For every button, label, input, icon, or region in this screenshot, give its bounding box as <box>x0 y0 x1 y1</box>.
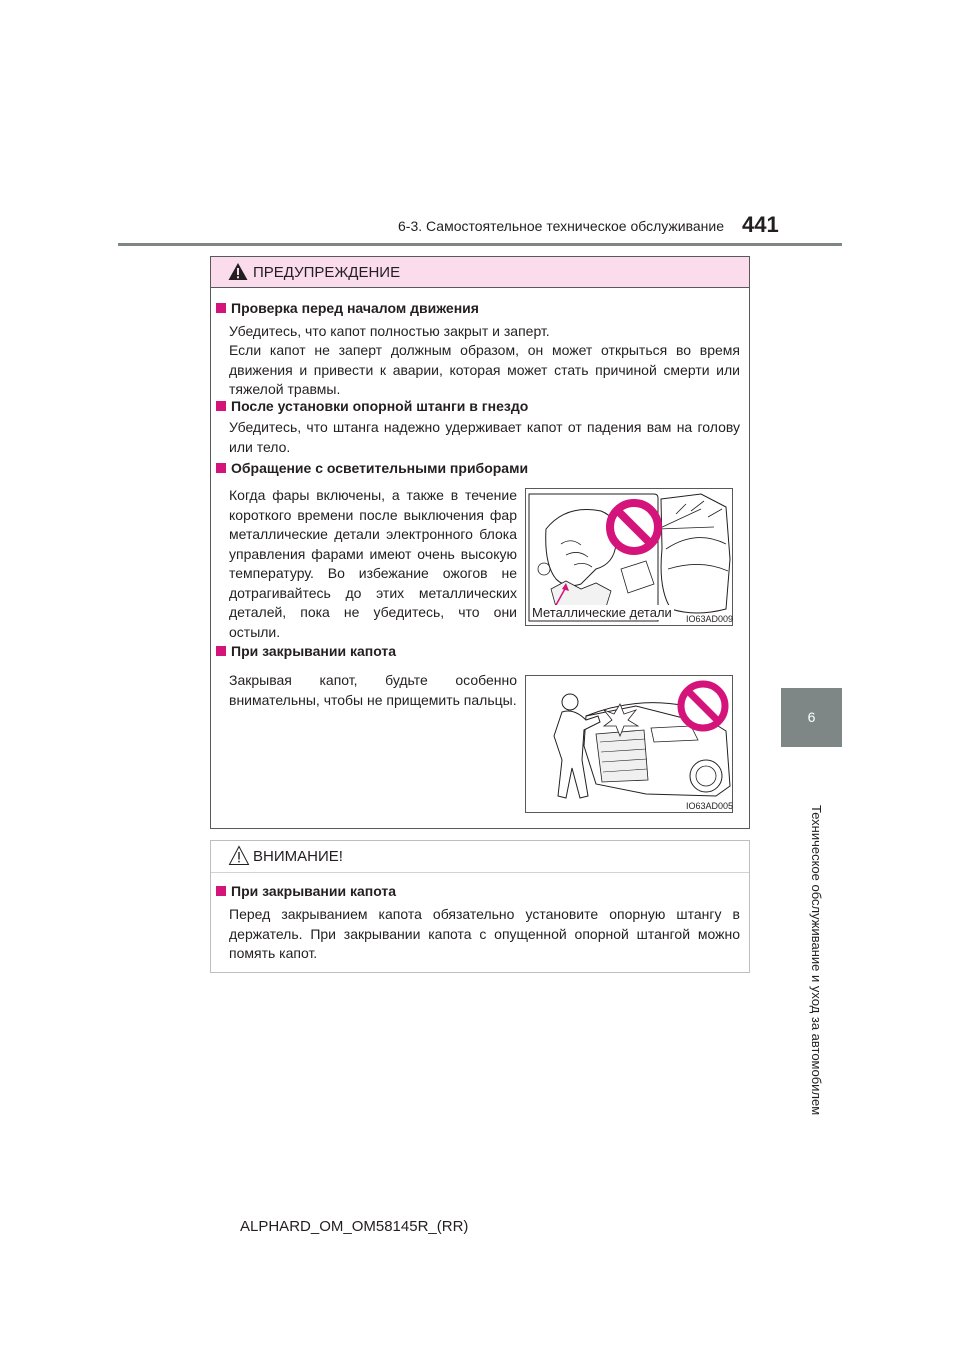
figure-code: IO63AD009 <box>686 614 734 624</box>
figure-code: IO63AD005 <box>686 801 734 811</box>
warning-item-text: Когда фары включены, а также в течение короткого времени после выключения фар металлические детали электронного блока управления фарами имеют очень высокую температуру. Во избежание ожогов не дотрагивайтесь до этих металлических деталей, пока не убедитесь, что они остыли. <box>229 487 517 640</box>
header-divider <box>118 243 842 246</box>
chapter-side-title: Техническое обслуживание и уход за автомобилем <box>809 805 824 1116</box>
warning-item-title: После установки опорной штанги в гнездо <box>216 398 528 414</box>
square-bullet-icon <box>216 646 226 656</box>
caution-heading: ВНИМАНИЕ! <box>253 848 343 865</box>
caution-header <box>211 841 749 873</box>
warning-item-text: Убедитесь, что капот полностью закрыт и заперт. <box>229 323 550 339</box>
caution-item-title: При закрывании капота <box>216 883 396 899</box>
page-number: 441 <box>742 212 779 237</box>
hood-closing-illustration <box>526 676 732 812</box>
document-code: ALPHARD_OM_OM58145R_(RR) <box>240 1218 469 1235</box>
warning-item-text: Закрывая капот, будьте особенно внимательны, чтобы не прищемить пальцы. <box>229 672 517 708</box>
warning-item-title: Проверка перед началом движения <box>216 300 479 316</box>
warning-item-title: Обращение с осветительными приборами <box>216 460 528 476</box>
square-bullet-icon <box>216 463 226 473</box>
headlamp-figure <box>525 488 733 626</box>
section-title: 6-3. Самостоятельное техническое обслуживание <box>398 218 725 234</box>
warning-header <box>211 257 749 288</box>
figure-callout-label: Металлические детали <box>532 605 672 620</box>
caution-item-text: Перед закрыванием капота обязательно установите опорную штангу в держатель. При закрывании капота с опущенной опорной штангой можно помять капот. <box>229 906 740 961</box>
warning-item-text: Если капот не заперт должным образом, он может открыться во время движения и привести к аварии, которая может стать причиной смерти или тяжелой травмы. <box>229 342 740 397</box>
hood-closing-figure <box>525 675 733 813</box>
chapter-tab-number: 6 <box>807 709 816 725</box>
square-bullet-icon <box>216 303 226 313</box>
warning-item-title: При закрывании капота <box>216 643 396 659</box>
warning-item-text: Убедитесь, что штанга надежно удерживает капот от падения вам на голову или тело. <box>229 419 740 455</box>
warning-triangle-icon <box>228 262 248 281</box>
square-bullet-icon <box>216 886 226 896</box>
square-bullet-icon <box>216 401 226 411</box>
caution-triangle-icon <box>228 845 250 866</box>
warning-heading: ПРЕДУПРЕЖДЕНИЕ <box>253 264 401 281</box>
